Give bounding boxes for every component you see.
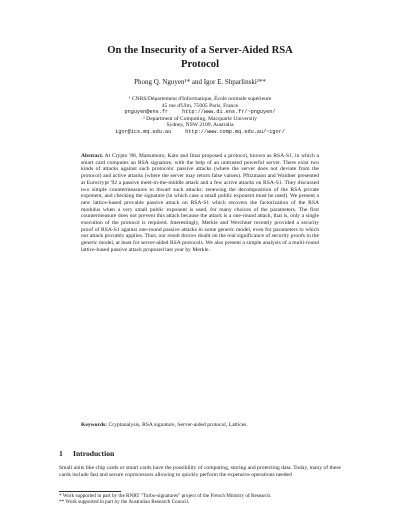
affiliation-1-url[interactable]: http://www.di.ens.fr/~pnguyen/	[182, 109, 276, 115]
affiliation-1-line-2: 45 rue d'Ulm, 75005 Paris, France	[161, 102, 239, 109]
title-line-2: Protocol	[180, 59, 220, 70]
keywords-text: Cryptanalysis, RSA signature, Server-aided protocol, Lattices.	[108, 422, 248, 428]
keywords	[81, 422, 319, 429]
footnotes	[59, 493, 341, 505]
introduction-paragraph: Small units like chip cards or smart cards have the possibility of computing, storing and protecting data. Today, many of these cards include fast and secure coprocessors allowing to quickly perform the expensive operations needed	[59, 465, 341, 478]
affiliation-2-line-1: ² Department of Computing, Macquarie University	[143, 115, 257, 122]
section-heading	[59, 449, 341, 458]
abstract-label: Abstract.	[81, 153, 104, 159]
author-list: Phong Q. Nguyen¹* and Igor E. Shparlinski²**	[134, 78, 266, 86]
affiliation-2-url[interactable]: http://www.comp.mq.edu.au/~igor/	[185, 128, 285, 135]
abstract	[81, 153, 319, 254]
affiliation-1-line-1: ¹ CNRS/Département d'Informatique, École normale supérieure	[128, 96, 272, 102]
affiliation-2-contact	[70, 129, 330, 136]
keywords-label: Keywords:	[81, 422, 108, 428]
paper-title	[60, 44, 340, 72]
section-title: Introduction	[73, 449, 115, 458]
affiliation-2-line-2: Sydney, NSW 2109, Australia	[166, 122, 234, 128]
footnote-2: ** Work supported in part by the Australian Research Council.	[59, 499, 190, 506]
affiliation-2-email[interactable]: igor@ics.mq.edu.au	[115, 128, 172, 135]
section-number: 1	[59, 449, 63, 458]
affiliations	[70, 96, 330, 135]
title-line-1: On the Insecurity of a Server-Aided RSA	[107, 45, 293, 56]
abstract-text: At Crypto '88, Matsumoto, Kato and Imai proposed a protocol, known as RSA-S1, in which a smart card computes an RSA signature, with the help of an untrusted powerful server. There exist two kinds of attacks against such protocols: passive attacks (where the server does not deviate from the protocol) and active attacks (where the server may return false values). Pfitzmann and Waidner presented at Eurocrypt '92 a passive meet-in-the-middle attack and a few active attacks on RSA-S1. They discussed two simple countermeasures to thwart such attacks: renewing the decomposition of the RSA private exponent, and checking the signature (in which case a small public exponent must be used). We present a new lattice-based provable passive attack on RSA-S1 which recovers the factorization of the RSA modulus when a very small public exponent is used, for many choices of the parameters. The first countermeasure does not prevent this attack because the attack is a one-round attack, that is, only a single execution of the protocol is required. Interestingly, Merkle and Werchner recently provided a security proof of RSA-S1 against one-round passive attacks in some generic model, even for parameters to which our attack provably applies. Thus, our result throws doubt on the real significance of security proofs in the generic model, at least for server-aided RSA protocols. We also present a simple analysis of a multi-round lattice-based passive attack proposed last year by Merkle.	[81, 153, 319, 253]
footnote-divider	[59, 491, 121, 492]
footnote-1: * Work supported in part by the RNRT "Turbo-signatures" project of the French Ministry of Research.	[59, 493, 272, 499]
affiliation-1-email[interactable]: pnguyen@ens.fr	[124, 109, 169, 115]
